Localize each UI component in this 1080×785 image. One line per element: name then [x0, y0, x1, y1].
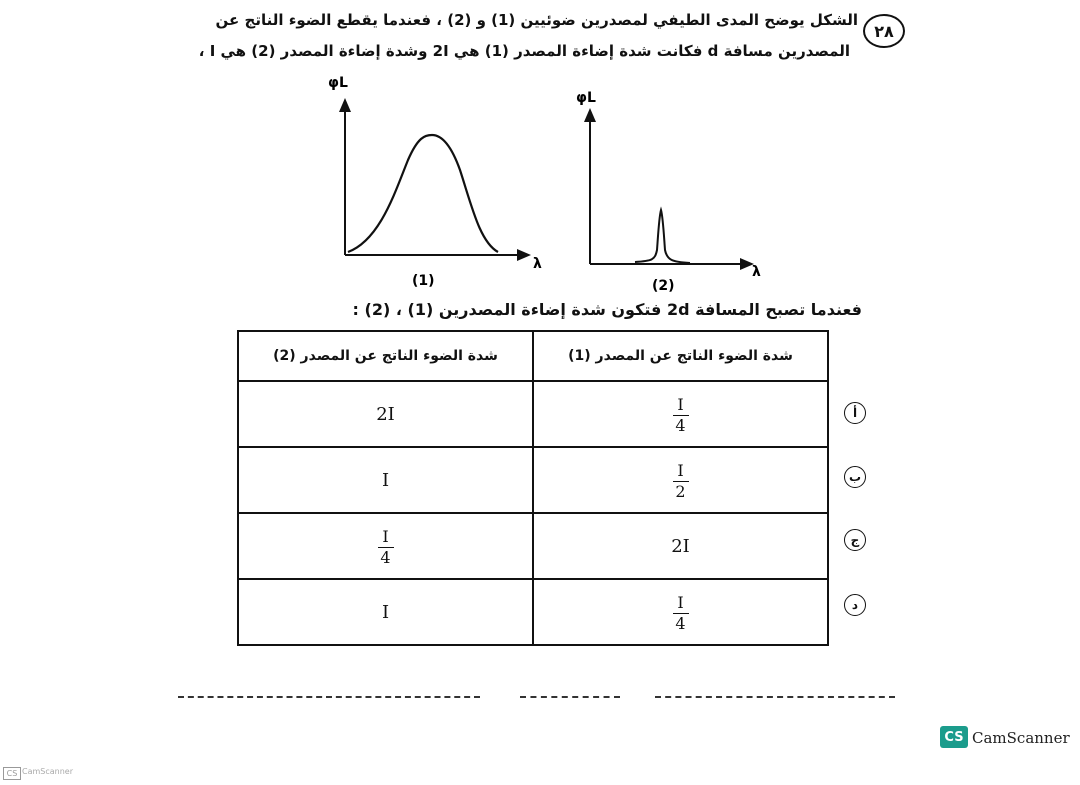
graph-1-x-label: λ	[533, 256, 542, 272]
camscanner-small-logo-icon: CS	[3, 767, 21, 780]
source-1-cell	[533, 447, 828, 513]
source-2-cell: 2I	[238, 381, 533, 447]
choice-marker-c[interactable]: ج	[844, 529, 866, 551]
header-source-2: شدة الضوء الناتج عن المصدر (2)	[238, 331, 533, 381]
choice-marker-a[interactable]: أ	[844, 402, 866, 424]
question-number: ٢٨	[863, 14, 905, 48]
camscanner-small-name: CamScanner	[22, 767, 74, 776]
bottom-dashed-line	[178, 696, 480, 698]
graph-1-label: (1)	[412, 273, 435, 289]
graph-2	[576, 90, 761, 294]
question-text-line1: الشكل يوضح المدى الطيفي لمصدرين ضوئيين (1) و (2) ، فعندما يقطع الضوء الناتج عن	[215, 11, 858, 29]
question-text-line2: المصدرين مسافة d فكانت شدة إضاءة المصدر (1) هي 2I وشدة إضاءة المصدر (2) هي I ،	[198, 42, 850, 60]
graph-2-x-label: λ	[752, 264, 761, 280]
fraction: $\frac{I}{2}$	[673, 463, 689, 500]
table-row	[238, 513, 828, 579]
table-header-row	[238, 331, 828, 381]
source-2-cell	[238, 513, 533, 579]
graph-1-curve	[348, 135, 498, 252]
source-1-cell	[533, 381, 828, 447]
sub-question-text: فعندما تصبح المسافة 2d فتكون شدة إضاءة المصدرين (1) ، (2) :	[352, 300, 862, 319]
spectral-graphs	[300, 72, 800, 297]
graph-2-label: (2)	[652, 278, 675, 294]
table-row	[238, 447, 828, 513]
source-1-cell: 2I	[533, 513, 828, 579]
camscanner-name: CamScanner	[972, 729, 1070, 747]
graph-2-y-label: φL	[576, 90, 596, 106]
source-2-cell: I	[238, 447, 533, 513]
graph-1	[328, 75, 542, 289]
table-row	[238, 381, 828, 447]
table-row	[238, 579, 828, 645]
graph-2-curve	[635, 210, 690, 263]
fraction: $\frac{I}{4}$	[378, 529, 394, 566]
source-2-cell: I	[238, 579, 533, 645]
camscanner-logo-icon: CS	[940, 726, 968, 748]
answers-table	[237, 330, 829, 646]
choice-marker-b[interactable]: ب	[844, 466, 866, 488]
graph-1-y-label: φL	[328, 75, 348, 91]
fraction: $\frac{I}{4}$	[673, 595, 689, 632]
choice-marker-d[interactable]: د	[844, 594, 866, 616]
source-1-cell	[533, 579, 828, 645]
fraction: $\frac{I}{4}$	[673, 397, 689, 434]
header-source-1: شدة الضوء الناتج عن المصدر (1)	[533, 331, 828, 381]
bottom-dashed-line	[655, 696, 895, 698]
bottom-dashed-line	[520, 696, 620, 698]
